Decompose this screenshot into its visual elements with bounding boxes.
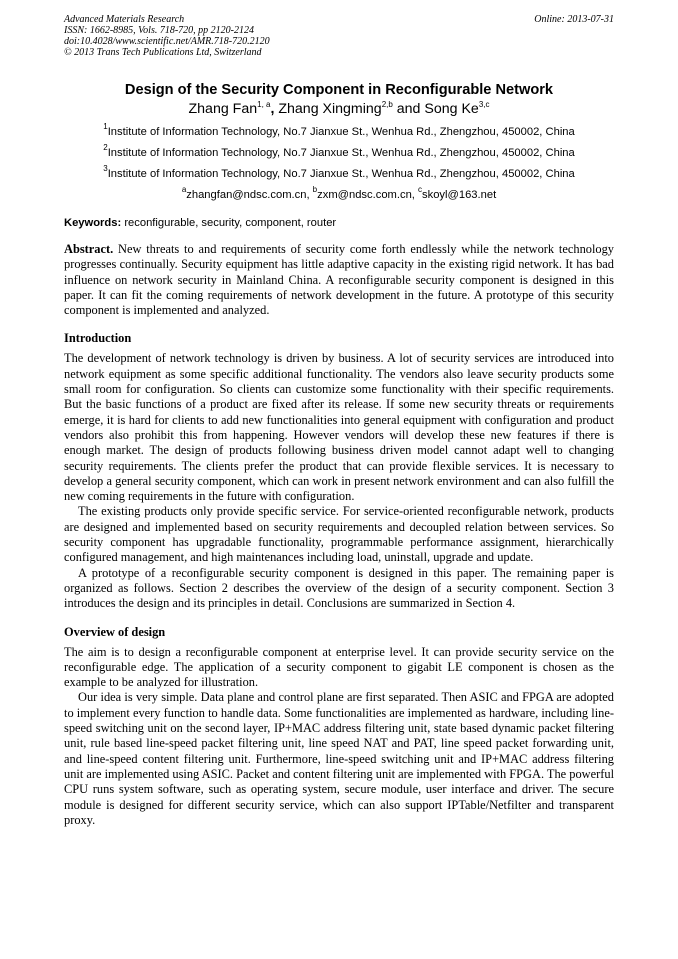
journal-issn: ISSN: 1662-8985, Vols. 718-720, pp 2120-2124	[64, 25, 254, 36]
affiliation	[64, 164, 614, 181]
paper-page	[64, 14, 614, 828]
journal-copyright: © 2013 Trans Tech Publications Ltd, Switzerland	[64, 47, 262, 58]
body-paragraph: The development of network technology is driven by business. A lot of security services are introduced into network equipment as some specific additional functionality. The vendors also leave security products some small room for configuration. So clients can customize some functionality with their specific requirements. But the basic functions of a product are fixed after its release. If some new security threats or requirements emerge, it is hard for clients to add new functionalities into general equipment with configuration and product vendors also prohibit this from happening. However vendors will develop these new features if there is enough market. The design of products following business driven model cannot adapt well to changing security requirements. The clients prefer the product that can provide flexible services. It is necessary to develop a general security component, which can work in present network environment and can also fulfill the new coming requirements in the future with configuration.	[64, 351, 614, 504]
email-text: skoyl@163.net	[422, 189, 497, 201]
paper-title: Design of the Security Component in Reconfigurable Network	[124, 82, 554, 98]
author-name: Zhang Xingming	[278, 101, 382, 117]
abstract-text: New threats to and requirements of security come forth endlessly while the network technology progresses continually. Security equipment has little adaptive capacity in the existing rigid network. It has bad influence on network security in Mainland China. A reconfigurable security component is designed in this paper. It can fit the coming requirements of network development in the future. A prototype of this security component is implemented and analyzed.	[64, 242, 614, 318]
body-paragraph: The existing products only provide specific service. For service-oriented reconfigurable network, products are designed and implemented based on security requirements and decoupled relation between services. So security component has upgradable functionality, programmable performance assignment, hierarchically configured management, and high maintenances including load, uninstall, upgrade and update.	[64, 504, 614, 565]
email-sup: b	[312, 185, 318, 194]
author-list	[64, 100, 614, 118]
section-heading-overview: Overview of design	[64, 624, 166, 639]
journal-name: Advanced Materials Research	[64, 14, 185, 25]
author-emails	[64, 185, 614, 202]
section-heading-introduction: Introduction	[64, 331, 132, 346]
affiliation	[64, 122, 614, 139]
body-paragraph: Our idea is very simple. Data plane and control plane are first separated. Then ASIC and FPGA are adopted to implement every function to handle data. Some functionalities are implemented as hardware, including line-speed switching unit on the second layer, IP+MAC address filtering unit, state based dynamic packet filtering unit, rule based line-speed packet filtering unit, line speed NAT and PAT, line speed packet forwarding unit, and line-speed content filtering unit. Furthermore, line-speed switching unit and IP+MAC address filtering unit are implemented using ASIC. Packet and content filtering unit are implemented with FPGA. The powerful CPU runs system software, such as operating system, secure module, user interface and driver. The secure module is designed for different security service, which can also support IPTable/Netfilter and transparent proxy.	[64, 690, 615, 827]
body-paragraph: The aim is to design a reconfigurable component at enterprise level. It can provide security service on the reconfigurable edge. The application of a security component to gigabit LE component is chosen as the example to be analyzed for illustration.	[64, 644, 614, 690]
affiliation-sup: 2	[103, 143, 108, 152]
affiliation-text: Institute of Information Technology, No.7 Jianxue St., Wenhua Rd., Zhengzhou, 450002, China	[107, 168, 575, 180]
journal-doi: doi:10.4028/www.scientific.net/AMR.718-720.2120	[64, 36, 270, 47]
author-sup: 2,b	[381, 100, 393, 109]
affiliation-text: Institute of Information Technology, No.7 Jianxue St., Wenhua Rd., Zhengzhou, 450002, China	[107, 126, 575, 138]
abstract-label: Abstract.	[64, 242, 114, 256]
author-separator: and	[392, 101, 425, 117]
email-sup: a	[181, 185, 187, 194]
email-text: zhangfan@ndsc.com.cn,	[186, 189, 313, 201]
email-sup: c	[418, 185, 423, 194]
affiliation-sup: 3	[103, 164, 108, 173]
body-paragraph: A prototype of a reconfigurable security component is designed in this paper. The remaining paper is organized as follows. Section 2 describes the overview of the design of a security component. Section 3 introduces the design and its principles in detail. Conclusions are summarized in Section 4.	[64, 565, 614, 611]
online-date: Online: 2013-07-31	[534, 14, 614, 25]
email-text: zxm@ndsc.com.cn,	[317, 189, 419, 201]
journal-header	[64, 14, 614, 58]
author-sup: 3,c	[478, 100, 490, 109]
author-name: Song Ke	[424, 101, 479, 117]
abstract	[64, 242, 614, 318]
affiliation	[64, 143, 614, 160]
author-sup: 1, a	[257, 100, 271, 109]
affiliation-text: Institute of Information Technology, No.7 Jianxue St., Wenhua Rd., Zhengzhou, 450002, China	[107, 147, 575, 159]
keywords-label: Keywords:	[64, 217, 122, 229]
affiliation-sup: 1	[103, 122, 108, 131]
keywords-text: reconfigurable, security, component, router	[124, 217, 337, 229]
author-separator: ,	[270, 101, 279, 117]
author-name: Zhang Fan	[188, 101, 258, 117]
keywords	[64, 216, 614, 230]
